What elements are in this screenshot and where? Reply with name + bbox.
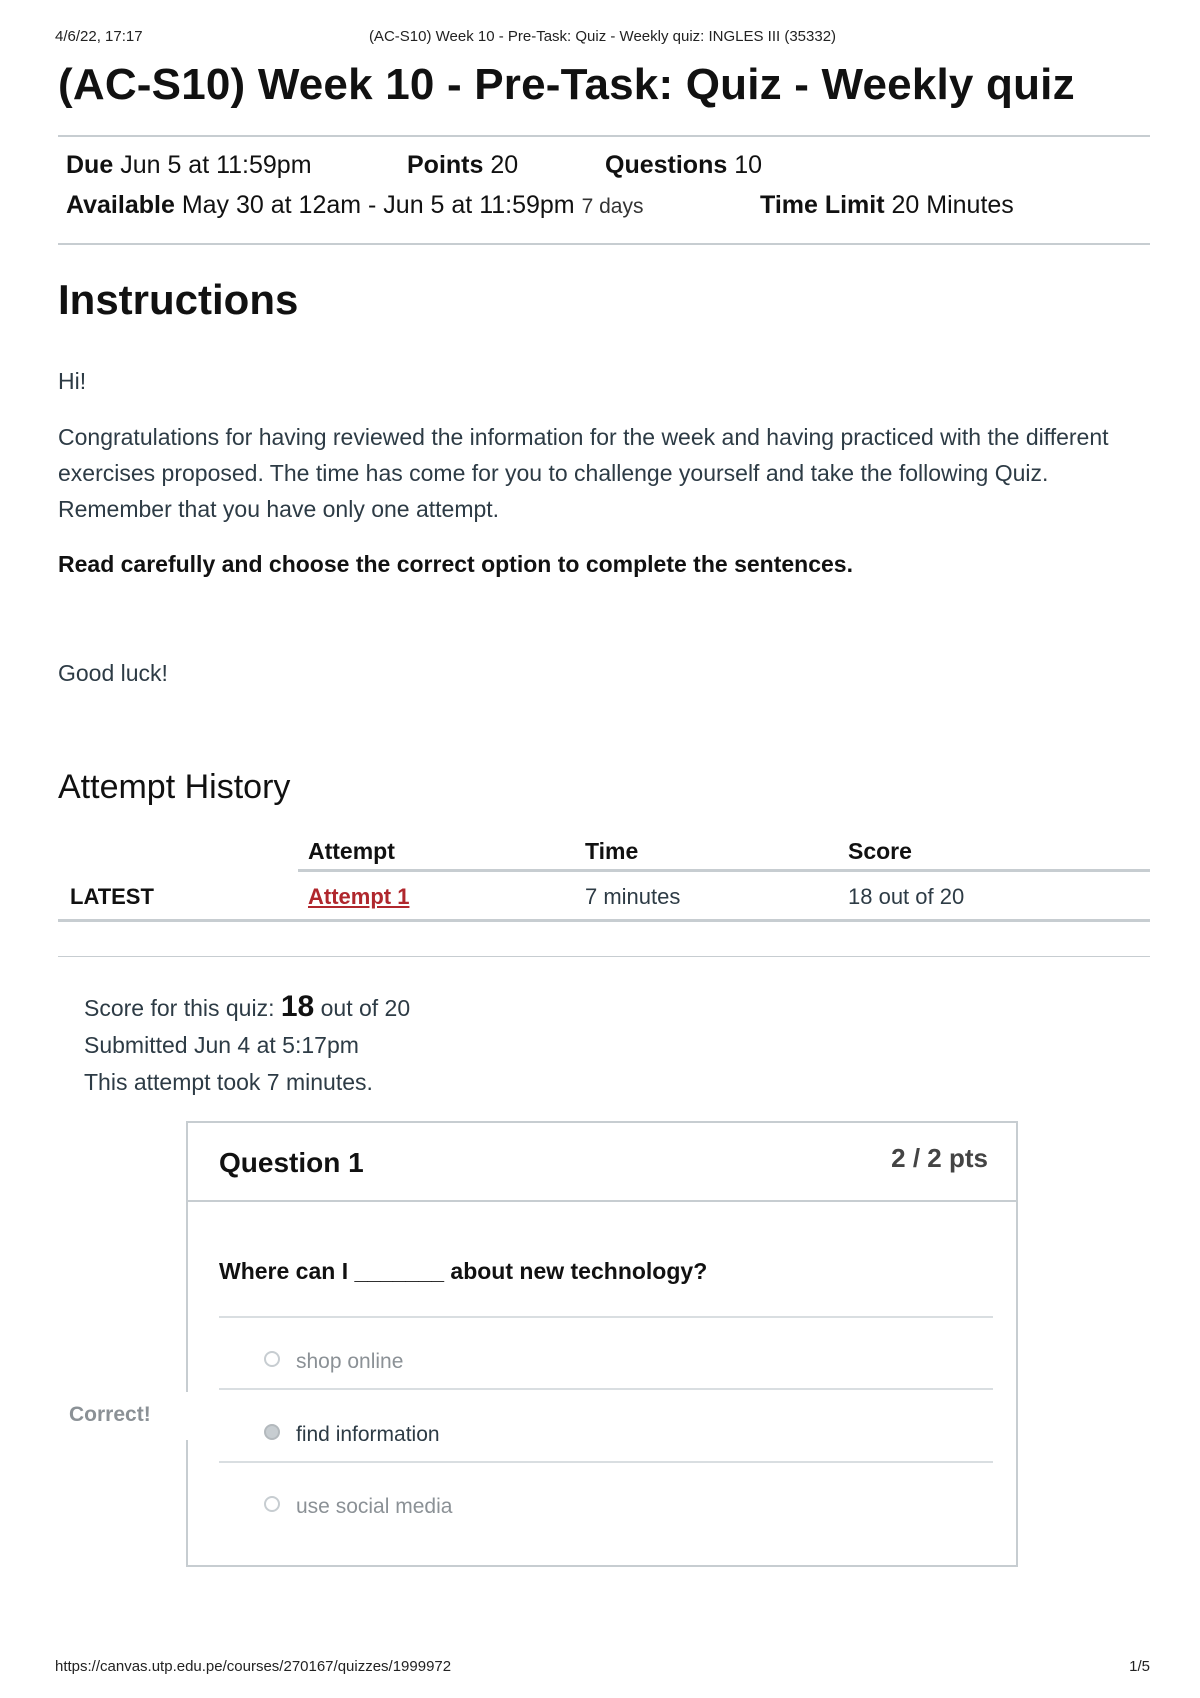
attempt-score: 18 out of 20 <box>848 884 965 909</box>
question-points: 2 / 2 pts <box>891 1143 988 1173</box>
column-header-attempt: Attempt <box>308 838 395 864</box>
score-suffix: out of 20 <box>320 995 411 1021</box>
answer-option[interactable] <box>264 1495 452 1525</box>
instructions-closing: Good luck! <box>58 660 168 686</box>
option-divider <box>219 1388 993 1390</box>
attempt-history-heading: Attempt History <box>58 768 291 806</box>
option-divider <box>219 1461 993 1463</box>
instructions-greeting: Hi! <box>58 368 87 394</box>
quiz-details-row-1 <box>66 151 312 180</box>
divider <box>58 135 1150 137</box>
time-limit-value: 20 Minutes <box>891 191 1014 219</box>
due-label: Due <box>66 151 114 179</box>
question-card <box>186 1121 1018 1567</box>
available-detail <box>66 191 643 220</box>
divider <box>58 956 1150 957</box>
attempt-link[interactable]: Attempt 1 <box>308 884 410 909</box>
column-header-time: Time <box>585 838 639 864</box>
row-underline <box>58 919 1150 922</box>
answer-option-selected[interactable] <box>264 1423 440 1453</box>
column-header-score: Score <box>848 838 912 864</box>
print-title: (AC-S10) Week 10 - Pre-Task: Quiz - Weekly quiz: INGLES III (35332) <box>368 28 837 45</box>
due-value: Jun 5 at 11:59pm <box>120 151 312 179</box>
score-value: 18 <box>280 990 315 1023</box>
correct-answer-label: Correct! <box>69 1403 151 1426</box>
score-prefix: Score for this quiz: <box>84 995 275 1021</box>
divider <box>58 243 1150 245</box>
instructions-body: Congratulations for having reviewed the information for the week and having practiced with the different exercises proposed. The time has come for you to challenge yourself and take the following Quiz. Remember that you have only one attempt. <box>58 424 1109 522</box>
page-url: https://canvas.utp.edu.pe/courses/270167/quizzes/1999972 <box>55 1658 452 1675</box>
answer-option-label: shop online <box>296 1350 404 1373</box>
question-text: Where can I _______ about new technology? <box>219 1258 708 1284</box>
time-limit-label: Time Limit <box>760 191 885 219</box>
answer-option[interactable] <box>264 1350 403 1380</box>
points-value: 20 <box>490 151 519 179</box>
radio-unchecked-icon[interactable] <box>264 1351 280 1367</box>
page-title: (AC-S10) Week 10 - Pre-Task: Quiz - Weekly quiz <box>58 60 1075 109</box>
questions-detail <box>605 151 762 180</box>
answer-option-label: find information <box>296 1423 440 1446</box>
page-number: 1/5 <box>1129 1658 1150 1675</box>
points-label: Points <box>407 151 484 179</box>
attempt-duration: This attempt took 7 minutes. <box>84 1069 373 1095</box>
attempt-time: 7 minutes <box>585 884 681 909</box>
available-label: Available <box>66 191 175 219</box>
quiz-score-line <box>84 990 410 1024</box>
questions-value: 10 <box>734 151 763 179</box>
available-days: 7 days <box>581 195 644 218</box>
correct-answer-tab <box>180 1392 188 1440</box>
instructions-heading: Instructions <box>58 276 299 323</box>
latest-label: LATEST <box>70 884 154 909</box>
radio-checked-icon[interactable] <box>264 1424 280 1440</box>
questions-label: Questions <box>605 151 728 179</box>
print-header <box>55 28 1150 50</box>
table-row <box>58 872 1150 922</box>
radio-unchecked-icon[interactable] <box>264 1496 280 1512</box>
points-detail <box>407 151 518 180</box>
attempt-history-table <box>58 832 1150 922</box>
question-title: Question 1 <box>219 1147 364 1178</box>
time-limit-detail <box>760 191 1014 220</box>
table-header <box>58 832 1150 872</box>
answer-option-label: use social media <box>296 1495 453 1518</box>
print-datetime: 4/6/22, 17:17 <box>55 28 143 45</box>
available-value: May 30 at 12am - Jun 5 at 11:59pm <box>181 191 575 219</box>
question-header <box>188 1123 1016 1202</box>
instructions-directive: Read carefully and choose the correct option to complete the sentences. <box>58 551 853 577</box>
submitted-time: Submitted Jun 4 at 5:17pm <box>84 1032 359 1058</box>
option-divider <box>219 1316 993 1318</box>
